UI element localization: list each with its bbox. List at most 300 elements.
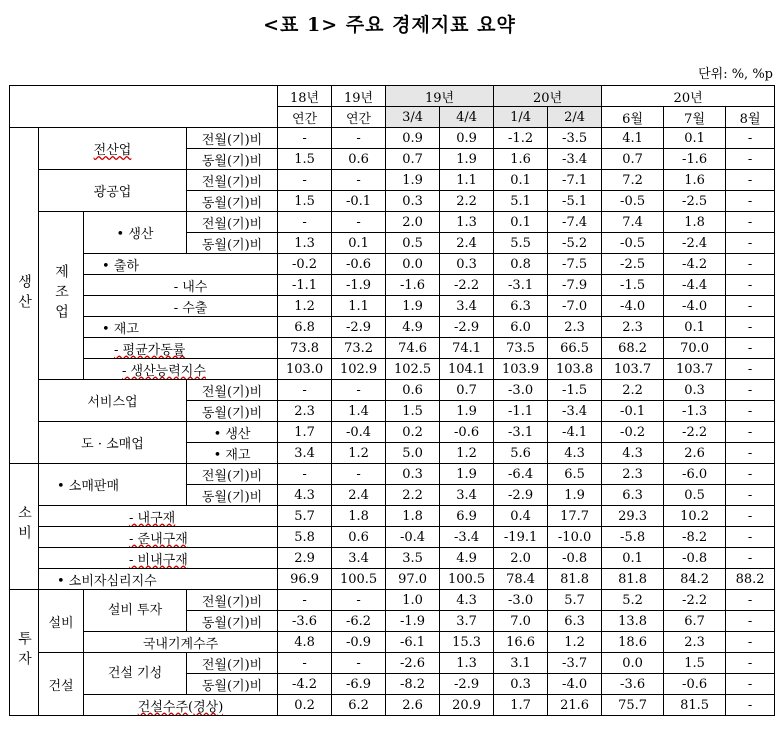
value-cell: -6.1 <box>386 632 440 653</box>
value-cell: -2.2 <box>440 275 494 296</box>
value-cell: 7.0 <box>494 611 548 632</box>
value-cell: -3.4 <box>548 401 602 422</box>
value-cell: - <box>278 653 332 674</box>
value-cell: 6.2 <box>332 695 386 716</box>
table-row <box>10 569 775 590</box>
row-label: 설비 투자 <box>84 590 187 632</box>
table-row <box>10 653 775 674</box>
value-cell: 7.2 <box>602 170 664 191</box>
header-cell: 7월 <box>664 107 726 128</box>
value-cell: - <box>726 275 775 296</box>
value-cell: 4.9 <box>386 317 440 338</box>
row-label: 건설수주(경상) <box>84 695 278 716</box>
value-cell: - <box>726 674 775 695</box>
value-cell: -2.9 <box>440 674 494 695</box>
value-cell: 2.3 <box>602 464 664 485</box>
row-label: 서비스업 <box>39 380 187 422</box>
row-sublabel: 동월(기)비 <box>187 611 278 632</box>
value-cell: -3.0 <box>494 590 548 611</box>
value-cell: -5.2 <box>548 233 602 254</box>
header-20y-m: 20년 <box>602 86 775 107</box>
row-sublabel: 전월(기)비 <box>187 128 278 149</box>
value-cell: 0.9 <box>440 128 494 149</box>
value-cell: 0.5 <box>386 233 440 254</box>
value-cell: 73.8 <box>278 338 332 359</box>
value-cell: - <box>726 380 775 401</box>
row-label: 전산업 <box>39 128 187 170</box>
category-manufacturing: 제조업 <box>39 212 84 380</box>
value-cell: 2.4 <box>440 233 494 254</box>
value-cell: 73.5 <box>494 338 548 359</box>
value-cell: 68.2 <box>602 338 664 359</box>
value-cell: 4.3 <box>548 443 602 464</box>
row-sublabel: 동월(기)비 <box>187 191 278 212</box>
value-cell: - <box>332 170 386 191</box>
value-cell: 103.7 <box>602 359 664 380</box>
value-cell: 74.1 <box>440 338 494 359</box>
value-cell: -0.8 <box>548 548 602 569</box>
category-construction: 건설 <box>39 653 84 716</box>
header-cell: 연간 <box>332 107 386 128</box>
value-cell: -3.4 <box>548 149 602 170</box>
row-label: • 출하 <box>84 254 278 275</box>
value-cell: 1.5 <box>278 191 332 212</box>
table-row <box>10 338 775 359</box>
value-cell: - <box>332 590 386 611</box>
value-cell: 1.9 <box>440 464 494 485</box>
value-cell: - <box>726 443 775 464</box>
value-cell: 3.5 <box>386 548 440 569</box>
value-cell: 0.6 <box>332 149 386 170</box>
value-cell: - <box>726 338 775 359</box>
value-cell: -0.9 <box>332 632 386 653</box>
value-cell: -1.6 <box>386 275 440 296</box>
value-cell: -7.1 <box>548 170 602 191</box>
value-cell: 2.6 <box>664 443 726 464</box>
value-cell: 6.7 <box>664 611 726 632</box>
value-cell: -2.5 <box>664 191 726 212</box>
value-cell: 6.5 <box>548 464 602 485</box>
value-cell: 2.0 <box>386 212 440 233</box>
value-cell: -3.1 <box>494 422 548 443</box>
value-cell: -3.4 <box>440 527 494 548</box>
row-label: - 내수 <box>84 275 278 296</box>
value-cell: - <box>726 464 775 485</box>
value-cell: 103.8 <box>548 359 602 380</box>
value-cell: -3.6 <box>278 611 332 632</box>
value-cell: 1.5 <box>278 149 332 170</box>
value-cell: -2.2 <box>664 590 726 611</box>
value-cell: 0.2 <box>386 422 440 443</box>
value-cell: - <box>278 212 332 233</box>
value-cell: -4.4 <box>664 275 726 296</box>
row-label: • 재고 <box>84 317 278 338</box>
value-cell: 15.3 <box>440 632 494 653</box>
value-cell: 4.3 <box>278 485 332 506</box>
value-cell: - <box>726 653 775 674</box>
value-cell: 6.3 <box>548 611 602 632</box>
value-cell: -7.4 <box>548 212 602 233</box>
value-cell: - <box>332 653 386 674</box>
value-cell: 6.9 <box>440 506 494 527</box>
value-cell: 1.9 <box>440 149 494 170</box>
value-cell: 1.1 <box>332 296 386 317</box>
table-row <box>10 590 775 611</box>
value-cell: 0.6 <box>386 380 440 401</box>
row-label: 건설 기성 <box>84 653 187 695</box>
header-cell: 4/4 <box>440 107 494 128</box>
value-cell: -0.2 <box>278 254 332 275</box>
value-cell: 102.5 <box>386 359 440 380</box>
value-cell: -6.4 <box>494 464 548 485</box>
indicator-table <box>9 85 775 716</box>
value-cell: -2.9 <box>440 317 494 338</box>
value-cell: 0.5 <box>664 485 726 506</box>
value-cell: 1.0 <box>386 590 440 611</box>
value-cell: - <box>278 590 332 611</box>
value-cell: 96.9 <box>278 569 332 590</box>
value-cell: 0.1 <box>664 128 726 149</box>
value-cell: -4.2 <box>278 674 332 695</box>
value-cell: 29.3 <box>602 506 664 527</box>
value-cell: -3.0 <box>494 380 548 401</box>
value-cell: 1.7 <box>278 422 332 443</box>
value-cell: - <box>726 401 775 422</box>
value-cell: -0.5 <box>602 233 664 254</box>
table-row <box>10 317 775 338</box>
header-cell: 3/4 <box>386 107 440 128</box>
value-cell: -5.8 <box>602 527 664 548</box>
value-cell: -3.6 <box>602 674 664 695</box>
value-cell: 4.8 <box>278 632 332 653</box>
value-cell: 1.3 <box>278 233 332 254</box>
value-cell: 0.7 <box>440 380 494 401</box>
value-cell: - <box>726 170 775 191</box>
value-cell: -4.0 <box>602 296 664 317</box>
value-cell: -1.2 <box>494 128 548 149</box>
value-cell: 81.5 <box>664 695 726 716</box>
row-sublabel: • 재고 <box>187 443 278 464</box>
value-cell: 6.3 <box>602 485 664 506</box>
value-cell: 1.2 <box>548 632 602 653</box>
value-cell: 2.3 <box>548 317 602 338</box>
value-cell: - <box>278 380 332 401</box>
value-cell: -8.2 <box>386 674 440 695</box>
value-cell: 1.7 <box>494 695 548 716</box>
value-cell: 6.8 <box>278 317 332 338</box>
value-cell: 78.4 <box>494 569 548 590</box>
value-cell: -3.5 <box>548 128 602 149</box>
value-cell: 5.5 <box>494 233 548 254</box>
value-cell: 103.9 <box>494 359 548 380</box>
row-label: - 수출 <box>84 296 278 317</box>
value-cell: 2.3 <box>602 317 664 338</box>
row-label: - 준내구재 <box>39 527 278 548</box>
row-label: 도 · 소매업 <box>39 422 187 464</box>
value-cell: - <box>726 527 775 548</box>
value-cell: -6.9 <box>332 674 386 695</box>
value-cell: 2.3 <box>664 632 726 653</box>
value-cell: 0.1 <box>494 170 548 191</box>
value-cell: 0.1 <box>494 212 548 233</box>
value-cell: 1.2 <box>332 443 386 464</box>
row-sublabel: 전월(기)비 <box>187 590 278 611</box>
row-label: 광공업 <box>39 170 187 212</box>
value-cell: 1.5 <box>386 401 440 422</box>
value-cell: 4.3 <box>602 443 664 464</box>
value-cell: 104.1 <box>440 359 494 380</box>
value-cell: 1.2 <box>278 296 332 317</box>
header-cell: 1/4 <box>494 107 548 128</box>
value-cell: -4.0 <box>548 674 602 695</box>
value-cell: -4.2 <box>664 254 726 275</box>
value-cell: -1.9 <box>332 275 386 296</box>
value-cell: 0.3 <box>386 464 440 485</box>
value-cell: -3.1 <box>494 275 548 296</box>
value-cell: 1.1 <box>440 170 494 191</box>
value-cell: 100.5 <box>440 569 494 590</box>
value-cell: 100.5 <box>332 569 386 590</box>
value-cell: 13.8 <box>602 611 664 632</box>
row-sublabel: 동월(기)비 <box>187 485 278 506</box>
value-cell: 0.6 <box>332 527 386 548</box>
value-cell: - <box>726 296 775 317</box>
value-cell: 74.6 <box>386 338 440 359</box>
value-cell: 1.9 <box>386 170 440 191</box>
value-cell: 4.9 <box>440 548 494 569</box>
value-cell: -2.9 <box>494 485 548 506</box>
table-row <box>10 254 775 275</box>
value-cell: 0.1 <box>332 233 386 254</box>
row-sublabel: 동월(기)비 <box>187 401 278 422</box>
value-cell: - <box>726 590 775 611</box>
row-sublabel: 전월(기)비 <box>187 653 278 674</box>
value-cell: 81.8 <box>548 569 602 590</box>
value-cell: 2.3 <box>278 401 332 422</box>
value-cell: - <box>726 233 775 254</box>
value-cell: 16.6 <box>494 632 548 653</box>
value-cell: 3.4 <box>278 443 332 464</box>
value-cell: 1.6 <box>664 170 726 191</box>
value-cell: 4.3 <box>440 590 494 611</box>
value-cell: 18.6 <box>602 632 664 653</box>
value-cell: - <box>726 506 775 527</box>
value-cell: 70.0 <box>664 338 726 359</box>
value-cell: 7.4 <box>602 212 664 233</box>
value-cell: -19.1 <box>494 527 548 548</box>
value-cell: 2.9 <box>278 548 332 569</box>
value-cell: 1.2 <box>440 443 494 464</box>
row-sublabel: 전월(기)비 <box>187 170 278 191</box>
value-cell: -5.1 <box>548 191 602 212</box>
value-cell: -0.6 <box>332 254 386 275</box>
value-cell: 103.7 <box>664 359 726 380</box>
row-label: 국내기계수주 <box>84 632 278 653</box>
header-cell: 2/4 <box>548 107 602 128</box>
unit-label: 단위: %, %p <box>698 67 773 82</box>
value-cell: - <box>332 212 386 233</box>
table-row <box>10 548 775 569</box>
value-cell: 3.7 <box>440 611 494 632</box>
value-cell: -0.4 <box>386 527 440 548</box>
value-cell: - <box>726 548 775 569</box>
table-row <box>10 296 775 317</box>
table-row <box>10 170 775 191</box>
table-row <box>10 359 775 380</box>
value-cell: 2.2 <box>386 485 440 506</box>
table-row <box>10 380 775 401</box>
value-cell: - <box>726 191 775 212</box>
value-cell: - <box>726 611 775 632</box>
value-cell: -7.0 <box>548 296 602 317</box>
value-cell: 0.3 <box>494 674 548 695</box>
value-cell: 0.9 <box>386 128 440 149</box>
value-cell: -1.5 <box>548 380 602 401</box>
category-consumption: 소비 <box>10 464 39 590</box>
row-sublabel: 동월(기)비 <box>187 674 278 695</box>
value-cell: 3.1 <box>494 653 548 674</box>
category-facility: 설비 <box>39 590 84 653</box>
value-cell: 97.0 <box>386 569 440 590</box>
value-cell: 1.9 <box>440 401 494 422</box>
value-cell: -6.0 <box>664 464 726 485</box>
value-cell: 0.3 <box>664 380 726 401</box>
header-cell: 연간 <box>278 107 332 128</box>
row-label: - 생산능력지수 <box>84 359 278 380</box>
header-cell: 6월 <box>602 107 664 128</box>
value-cell: 1.4 <box>332 401 386 422</box>
value-cell: -1.3 <box>664 401 726 422</box>
value-cell: - <box>332 380 386 401</box>
value-cell: 73.2 <box>332 338 386 359</box>
value-cell: 0.3 <box>386 191 440 212</box>
value-cell: 0.7 <box>602 149 664 170</box>
value-cell: 2.6 <box>386 695 440 716</box>
row-sublabel: 전월(기)비 <box>187 380 278 401</box>
value-cell: - <box>726 632 775 653</box>
value-cell: 3.4 <box>440 296 494 317</box>
value-cell: 21.6 <box>548 695 602 716</box>
value-cell: -7.5 <box>548 254 602 275</box>
value-cell: 1.9 <box>548 485 602 506</box>
value-cell: -0.4 <box>332 422 386 443</box>
value-cell: 1.8 <box>386 506 440 527</box>
value-cell: 84.2 <box>664 569 726 590</box>
value-cell: -0.5 <box>602 191 664 212</box>
value-cell: 0.1 <box>602 548 664 569</box>
value-cell: 5.7 <box>278 506 332 527</box>
value-cell: 5.2 <box>602 590 664 611</box>
value-cell: 6.3 <box>494 296 548 317</box>
table-row <box>10 632 775 653</box>
value-cell: -0.8 <box>664 548 726 569</box>
value-cell: 0.2 <box>278 695 332 716</box>
value-cell: 0.7 <box>386 149 440 170</box>
value-cell: 3.4 <box>440 485 494 506</box>
value-cell: 5.7 <box>548 590 602 611</box>
value-cell: 0.0 <box>602 653 664 674</box>
row-label: • 소비자심리지수 <box>39 569 278 590</box>
table-row <box>10 506 775 527</box>
value-cell: -4.1 <box>548 422 602 443</box>
value-cell: -10.0 <box>548 527 602 548</box>
value-cell: 1.6 <box>494 149 548 170</box>
value-cell: 66.5 <box>548 338 602 359</box>
value-cell: -8.2 <box>664 527 726 548</box>
value-cell: - <box>726 149 775 170</box>
value-cell: 1.5 <box>664 653 726 674</box>
value-cell: 3.4 <box>332 548 386 569</box>
value-cell: 5.8 <box>278 527 332 548</box>
value-cell: 10.2 <box>664 506 726 527</box>
value-cell: -1.1 <box>278 275 332 296</box>
value-cell: 1.8 <box>332 506 386 527</box>
value-cell: 103.0 <box>278 359 332 380</box>
header-cell: 8월 <box>726 107 775 128</box>
value-cell: -1.9 <box>386 611 440 632</box>
value-cell: - <box>726 128 775 149</box>
value-cell: 2.2 <box>440 191 494 212</box>
value-cell: 4.1 <box>602 128 664 149</box>
value-cell: 20.9 <box>440 695 494 716</box>
value-cell: - <box>726 422 775 443</box>
row-sublabel: 전월(기)비 <box>187 464 278 485</box>
value-cell: -2.6 <box>386 653 440 674</box>
header-blank <box>10 86 278 128</box>
header-row-1 <box>10 86 775 107</box>
value-cell: - <box>726 317 775 338</box>
value-cell: - <box>726 254 775 275</box>
value-cell: -2.5 <box>602 254 664 275</box>
value-cell: 5.1 <box>494 191 548 212</box>
value-cell: 81.8 <box>602 569 664 590</box>
value-cell: 1.9 <box>386 296 440 317</box>
header-18y: 18년 <box>278 86 332 107</box>
value-cell: 0.1 <box>664 317 726 338</box>
value-cell: - <box>726 485 775 506</box>
value-cell: - <box>278 464 332 485</box>
row-label: • 생산 <box>84 212 187 254</box>
row-sublabel: 전월(기)비 <box>187 212 278 233</box>
value-cell: -2.9 <box>332 317 386 338</box>
value-cell: -6.2 <box>332 611 386 632</box>
value-cell: -0.2 <box>602 422 664 443</box>
value-cell: 5.6 <box>494 443 548 464</box>
category-production: 생산 <box>10 128 39 464</box>
value-cell: 17.7 <box>548 506 602 527</box>
row-sublabel: 동월(기)비 <box>187 149 278 170</box>
row-label: - 내구재 <box>39 506 278 527</box>
value-cell: -4.0 <box>664 296 726 317</box>
value-cell: 2.2 <box>602 380 664 401</box>
value-cell: 0.0 <box>386 254 440 275</box>
table-row <box>10 527 775 548</box>
value-cell: 102.9 <box>332 359 386 380</box>
table-row <box>10 275 775 296</box>
value-cell: 0.3 <box>440 254 494 275</box>
row-label: - 평균가동률 <box>84 338 278 359</box>
row-sublabel: • 생산 <box>187 422 278 443</box>
header-19y-q: 19년 <box>386 86 494 107</box>
value-cell: 1.8 <box>664 212 726 233</box>
value-cell: -2.2 <box>664 422 726 443</box>
category-investment: 투자 <box>10 590 39 716</box>
value-cell: -0.1 <box>332 191 386 212</box>
value-cell: - <box>726 359 775 380</box>
value-cell: 2.0 <box>494 548 548 569</box>
value-cell: -1.5 <box>602 275 664 296</box>
value-cell: -0.1 <box>602 401 664 422</box>
